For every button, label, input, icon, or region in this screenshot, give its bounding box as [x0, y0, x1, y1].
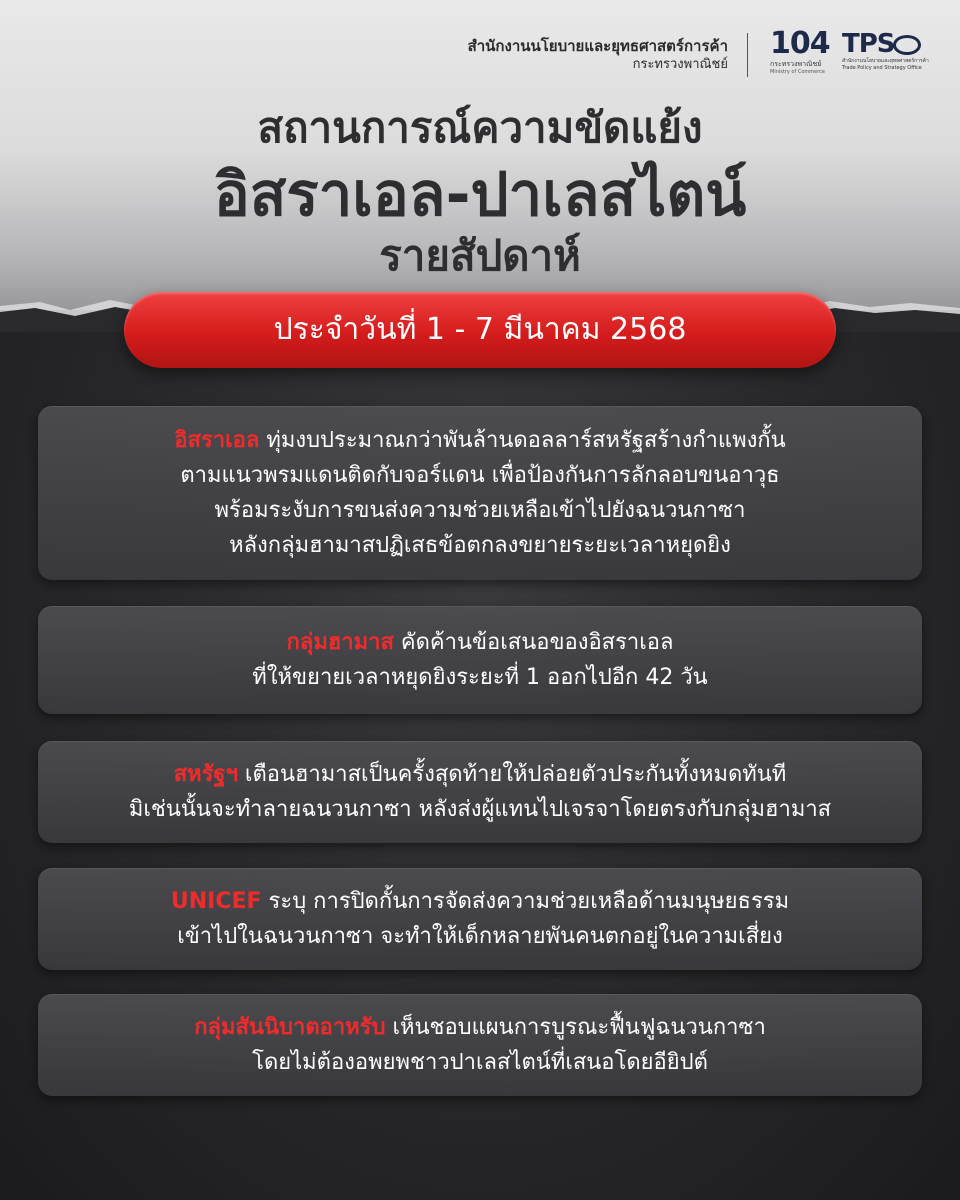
news-card-arab-league: [38, 994, 922, 1096]
tpso-swoosh-icon: [893, 35, 921, 55]
tpso-logo: [842, 30, 942, 72]
logo-104-sub1: กระทรวงพาณิชย์: [770, 60, 822, 68]
card-text: มิเช่นนั้นจะทำลายฉนวนกาซา หลังส่งผู้แทนไปเจรจาโดยตรงกับกลุ่มฮามาส: [128, 797, 832, 822]
card-text: เข้าไปในฉนวนกาซา จะทำให้เด็กหลายพันคนตกอยู่ในความเสี่ยง: [177, 924, 783, 949]
title-line2: อิสราเอล-ปาเลสไตน์: [213, 160, 747, 230]
news-card-usa: [38, 741, 922, 843]
org-name-line2: กระทรวงพาณิชย์: [632, 57, 728, 72]
news-card-hamas: [38, 606, 922, 714]
news-card-unicef: [38, 868, 922, 970]
card-text: ทุ่มงบประมาณกว่าพันล้านดอลลาร์สหรัฐสร้างกำแพงกั้น: [259, 428, 786, 453]
card-text: ที่ให้ขยายเวลาหยุดยิงระยะที่ 1 ออกไปอีก 42 วัน: [252, 665, 708, 690]
tpso-mark: TPS: [842, 29, 895, 59]
news-card-israel: [38, 406, 922, 580]
date-banner: ประจำวันที่ 1 - 7 มีนาคม 2568: [124, 292, 836, 368]
org-name: [468, 36, 728, 74]
logo-104-number: 104: [770, 26, 830, 61]
header-divider: [747, 33, 748, 77]
tpso-sub2: Trade Policy and Strategy Office: [842, 65, 922, 71]
card-highlight: กลุ่มสันนิบาตอาหรับ: [194, 1015, 386, 1040]
card-text: ตามแนวพรมแดนติดกับจอร์แดน เพื่อป้องกันการลักลอบขนอาวุธ: [180, 463, 780, 488]
card-highlight: กลุ่มฮามาส: [286, 630, 394, 655]
title-line1: สถานการณ์ความขัดแย้ง: [257, 103, 703, 152]
title-line3: รายสัปดาห์: [379, 231, 581, 280]
card-text: หลังกลุ่มฮามาสปฏิเสธข้อตกลงขยายระยะเวลาหยุดยิง: [229, 533, 731, 558]
card-highlight: UNICEF: [170, 889, 262, 914]
card-text: โดยไม่ต้องอพยพชาวปาเลสไตน์ที่เสนอโดยอียิปต์: [252, 1050, 708, 1075]
card-text: คัดค้านข้อเสนอของอิสราเอล: [393, 630, 674, 655]
org-name-line1: สำนักงานนโยบายและยุทธศาสตร์การค้า: [467, 37, 728, 55]
card-text: เตือนฮามาสเป็นครั้งสุดท้ายให้ปล่อยตัวประกันทั้งหมดทันที: [237, 762, 787, 787]
card-highlight: อิสราเอล: [174, 428, 260, 453]
logo-104-sub2: Ministry of Commerce: [770, 69, 825, 75]
card-highlight: สหรัฐฯ: [173, 762, 238, 787]
tpso-sub1: สำนักงานนโยบายและยุทธศาสตร์การค้า: [842, 58, 929, 64]
ministry-104-logo: [770, 28, 832, 76]
card-text: พร้อมระงับการขนส่งความช่วยเหลือเข้าไปยังฉนวนกาซา: [214, 498, 746, 523]
card-text: ระบุ การปิดกั้นการจัดส่งความช่วยเหลือด้านมนุษยธรรม: [261, 889, 790, 914]
card-text: เห็นชอบแผนการบูรณะฟื้นฟูฉนวนกาซา: [385, 1015, 766, 1040]
